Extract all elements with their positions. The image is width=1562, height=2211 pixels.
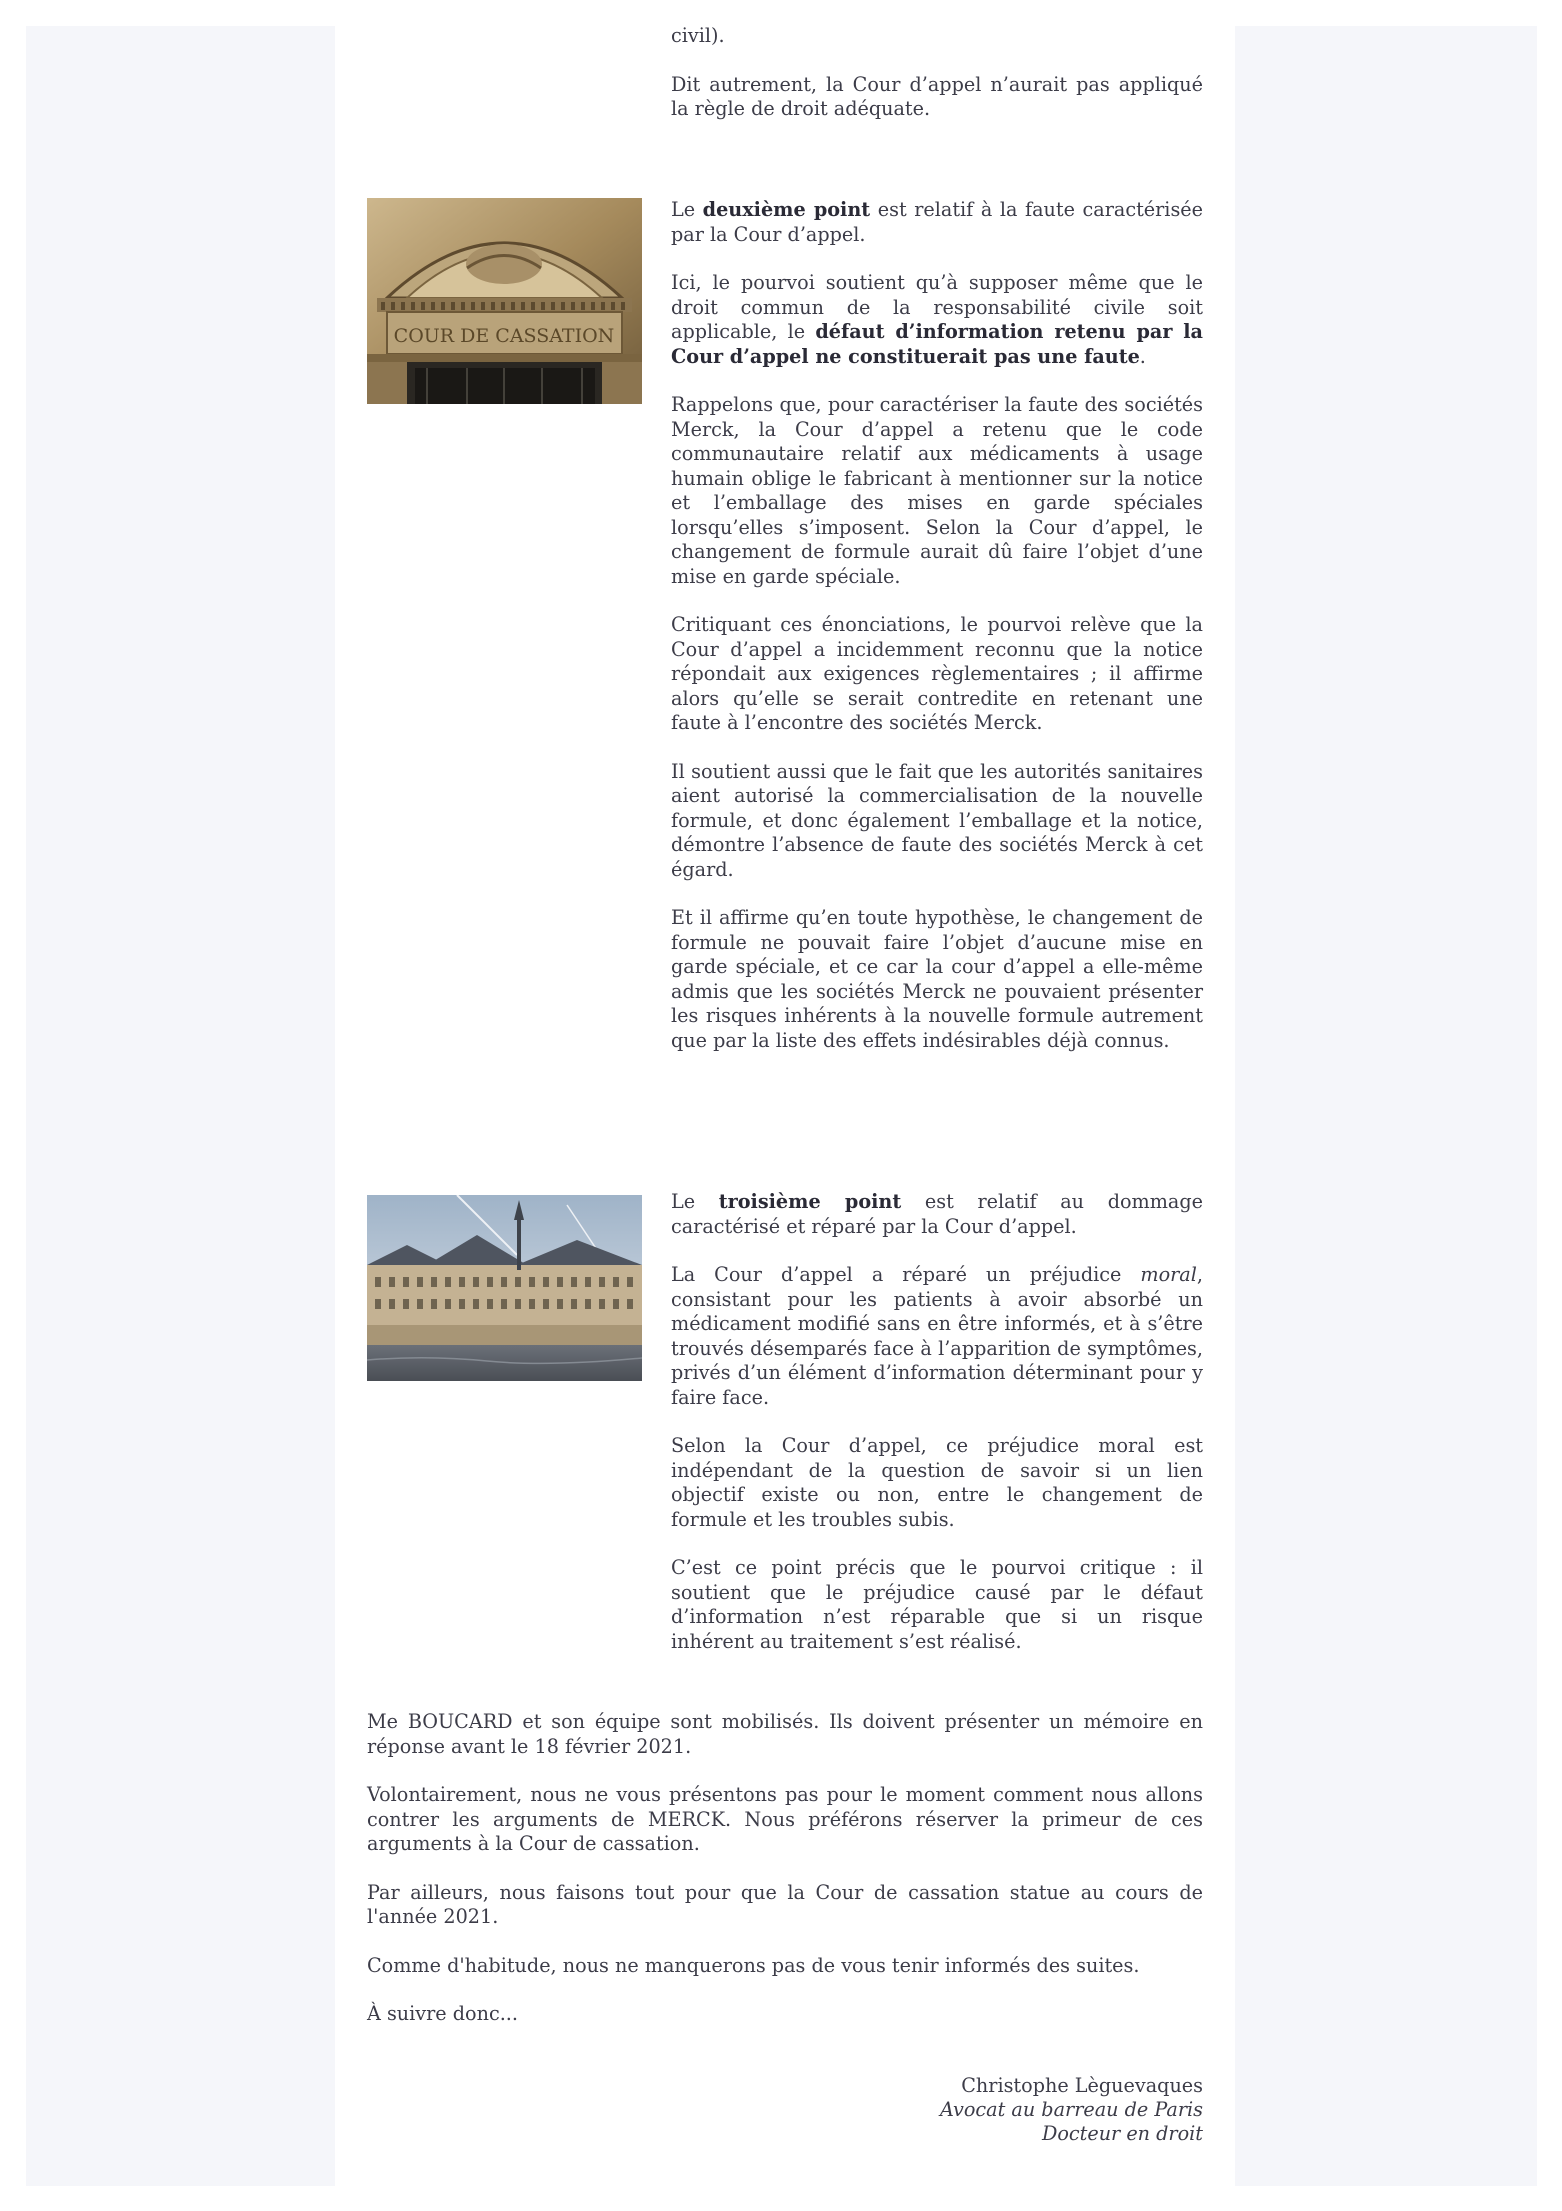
text-run: Le [671, 1190, 719, 1213]
closing-paragraph-5: À suivre donc... [367, 2002, 518, 2025]
text-run: est relatif à la faute caractérisée par la Cour d’appel. [671, 198, 1203, 246]
second-point-paragraph-6: Et il affirme qu’en toute hypothèse, le changement de formule ne pouvait faire l’objet d’aucune mise en garde spéciale, et ce car la cour d’appel a elle-même admis que les sociétés Merck ne pouvaient présenter les risques inhérents à la nouvelle formule autrement que par la liste des effets indésirables déjà connus. [671, 906, 1203, 1052]
italic-emphasis: moral [1140, 1263, 1197, 1286]
third-point-heading: troisième point [718, 1190, 902, 1213]
pediment-inscription: COUR DE CASSATION [393, 325, 615, 347]
palais-de-justice-river-image [367, 1195, 642, 1381]
second-point-intro [671, 198, 1203, 247]
second-point-paragraph-2 [671, 271, 1203, 369]
third-point-paragraph-4: C’est ce point précis que le pourvoi critique : il soutient que le préjudice causé par le défaut d’information n’est réparable que si un risque inhérent au traitement s’est réalisé. [671, 1556, 1203, 1653]
closing-paragraph-2: Volontairement, nous ne vous présentons pas pour le moment comment nous allons contrer les arguments de MERCK. Nous préférons réserver la primeur de ces arguments à la Cour de cassation. [367, 1783, 1203, 1855]
third-point-intro [671, 1190, 1203, 1239]
second-point-paragraph-4: Critiquant ces énonciations, le pourvoi relève que la Cour d’appel a incidemment reconnu que la notice répondait aux exigences règlementaires ; il affirme alors qu’elle se serait contredite en retenant une faute à l’encontre des sociétés Merck. [671, 613, 1203, 734]
closing-paragraph-1: Me BOUCARD et son équipe sont mobilisés. Ils doivent présenter un mémoire en réponse avant le 18 février 2021. [367, 1710, 1203, 1758]
bold-emphasis: défaut d’information retenu par la Cour d’appel ne constituerait pas une faute [671, 320, 1203, 368]
third-point-paragraph-3: Selon la Cour d’appel, ce préjudice moral est indépendant de la question de savoir si un lien objectif existe ou non, entre le changement de formule et les troubles subis. [671, 1434, 1203, 1531]
second-point-paragraph-3: Rappelons que, pour caractériser la faute des sociétés Merck, la Cour d’appel a retenu que le code communautaire relatif aux médicaments à usage humain oblige le fabricant à mentionner sur la notice et l’emballage des mises en garde spéciales lorsqu’elles s’imposent. Selon la Cour d’appel, le changement de formule aurait dû faire l’objet d’une mise en garde spéciale. [671, 393, 1203, 588]
intro-section [671, 24, 1203, 146]
text-run: . [1139, 344, 1146, 368]
intro-continuation: civil). [671, 24, 725, 47]
closing-section [367, 1710, 1203, 2051]
signature-title-1: Avocat au barreau de Paris [939, 2098, 1203, 2121]
second-point-heading: deuxième point [702, 198, 871, 221]
text-run: , consistant pour les patients à avoir absorbé un médicament modifié sans en être informés, et à s’être trouvés désemparés face à l’apparition de symptômes, privés d’un élément d’information déterminant pour y faire face. [671, 1263, 1203, 1409]
closing-paragraph-3: Par ailleurs, nous faisons tout pour que la Cour de cassation statue au cours de l'année 2021. [367, 1880, 1203, 1928]
signature-title-2: Docteur en droit [1041, 2122, 1203, 2145]
second-point-paragraph-5: Il soutient aussi que le fait que les autorités sanitaires aient autorisé la commercialisation de la nouvelle formule, et donc également l’emballage et la notice, démontre l’absence de faute des sociétés Merck à cet égard. [671, 759, 1203, 881]
signature-block [867, 2074, 1203, 2146]
text-run: La Cour d’appel a réparé un préjudice [671, 1263, 1141, 1286]
closing-paragraph-4: Comme d'habitude, nous ne manquerons pas de vous tenir informés des suites. [367, 1953, 1140, 1977]
signature-name: Christophe Lèguevaques [961, 2074, 1203, 2097]
third-point-section [671, 1190, 1203, 1678]
cour-de-cassation-pediment-image [367, 198, 642, 404]
intro-paragraph: Dit autrement, la Cour d’appel n’aurait pas appliqué la règle de droit adéquate. [671, 72, 1203, 120]
text-run: est relatif au dommage caractérisé et réparé par la Cour d’appel. [671, 1190, 1203, 1238]
text-run: Le [671, 198, 703, 221]
second-point-section [671, 198, 1203, 1077]
text-run: Ici, le pourvoi soutient qu’à supposer même que le droit commun de la responsabilité civile soit applicable, le [671, 271, 1203, 343]
third-point-paragraph-2 [671, 1263, 1203, 1410]
